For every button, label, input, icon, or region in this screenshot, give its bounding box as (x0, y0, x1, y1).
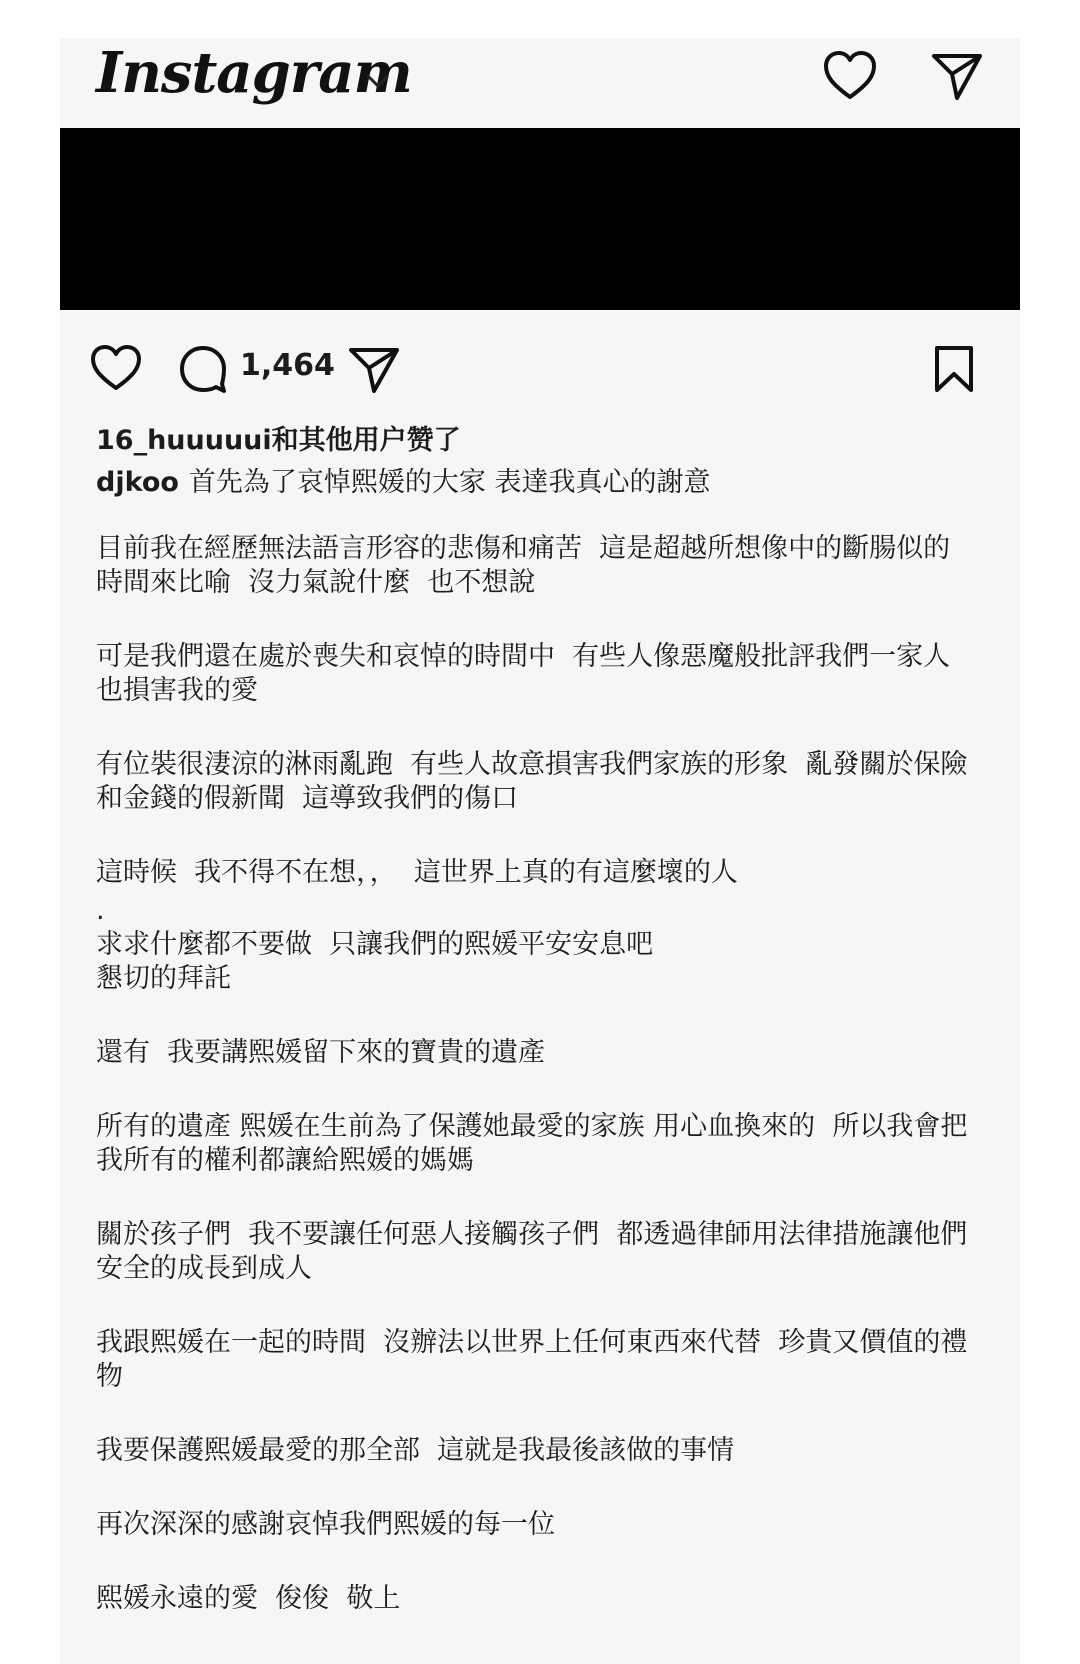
comment-count[interactable]: 1,464 (240, 348, 335, 383)
caption-paragraph: 目前我在經歷無法語言形容的悲傷和痛苦 這是超越所想像中的斷腸似的時間來比喻 沒力氣說什麼 也不想說 (96, 533, 951, 598)
like-icon[interactable] (90, 344, 142, 392)
caption-first-line (96, 460, 976, 499)
top-bar (60, 38, 1020, 128)
instagram-logo[interactable]: Instagram (96, 40, 412, 106)
caption-body (96, 532, 976, 1656)
caption-paragraph: 我跟熙媛在一起的時間 沒辦法以世界上任何東西來代替 珍貴又價值的禮物 (96, 1327, 968, 1392)
caption-intro: 首先為了哀悼熙媛的大家 表達我真心的謝意 (188, 467, 711, 498)
post-action-bar (60, 338, 1020, 398)
likes-summary[interactable] (96, 418, 461, 457)
chevron-down-icon[interactable] (366, 72, 390, 92)
send-icon[interactable] (930, 50, 984, 102)
heart-icon[interactable] (822, 50, 878, 102)
redacted-media (60, 128, 1020, 310)
liked-by-username[interactable]: 16_huuuuui (96, 425, 272, 456)
caption-paragraph: 求求什麼都不要做 只讓我們的熙媛平安安息吧 懇切的拜託 (96, 929, 654, 994)
author-username[interactable]: djkoo (96, 467, 179, 498)
caption-paragraph: 所有的遺產 熙媛在生前為了保護她最愛的家族 用心血換來的 所以我會把我所有的權利都讓給熙媛的媽媽 (96, 1111, 968, 1176)
caption-paragraph: 還有 我要講熙媛留下來的寶貴的遺產 (96, 1037, 546, 1068)
caption-paragraph: 這時候 我不得不在想，， 這世界上真的有這麼壞的人 (96, 857, 738, 888)
caption-paragraph: 熙媛永遠的愛 俊俊 敬上 (96, 1583, 401, 1614)
caption-paragraph: 再次深深的感謝哀悼我們熙媛的每一位 (96, 1509, 555, 1540)
bookmark-icon[interactable] (932, 344, 976, 394)
comment-icon[interactable] (178, 344, 228, 394)
caption-paragraph: 可是我們還在處於喪失和哀悼的時間中 有些人像惡魔般批評我們一家人 也損害我的愛 (96, 641, 968, 706)
caption-paragraph: 關於孩子們 我不要讓任何惡人接觸孩子們 都透過律師用法律措施讓他們安全的成長到成人 (96, 1219, 968, 1284)
share-icon[interactable] (348, 344, 400, 394)
caption-dot: . (96, 895, 105, 926)
caption-paragraph: 有位裝很淒涼的淋雨亂跑 有些人故意損害我們家族的形象 亂發關於保險和金錢的假新聞 這導致我們的傷口 (96, 749, 968, 814)
instagram-post-screen (60, 38, 1020, 1664)
liked-by-suffix: 和其他用户赞了 (271, 425, 461, 456)
caption-paragraph: 我要保護熙媛最愛的那全部 這就是我最後該做的事情 (96, 1435, 735, 1466)
